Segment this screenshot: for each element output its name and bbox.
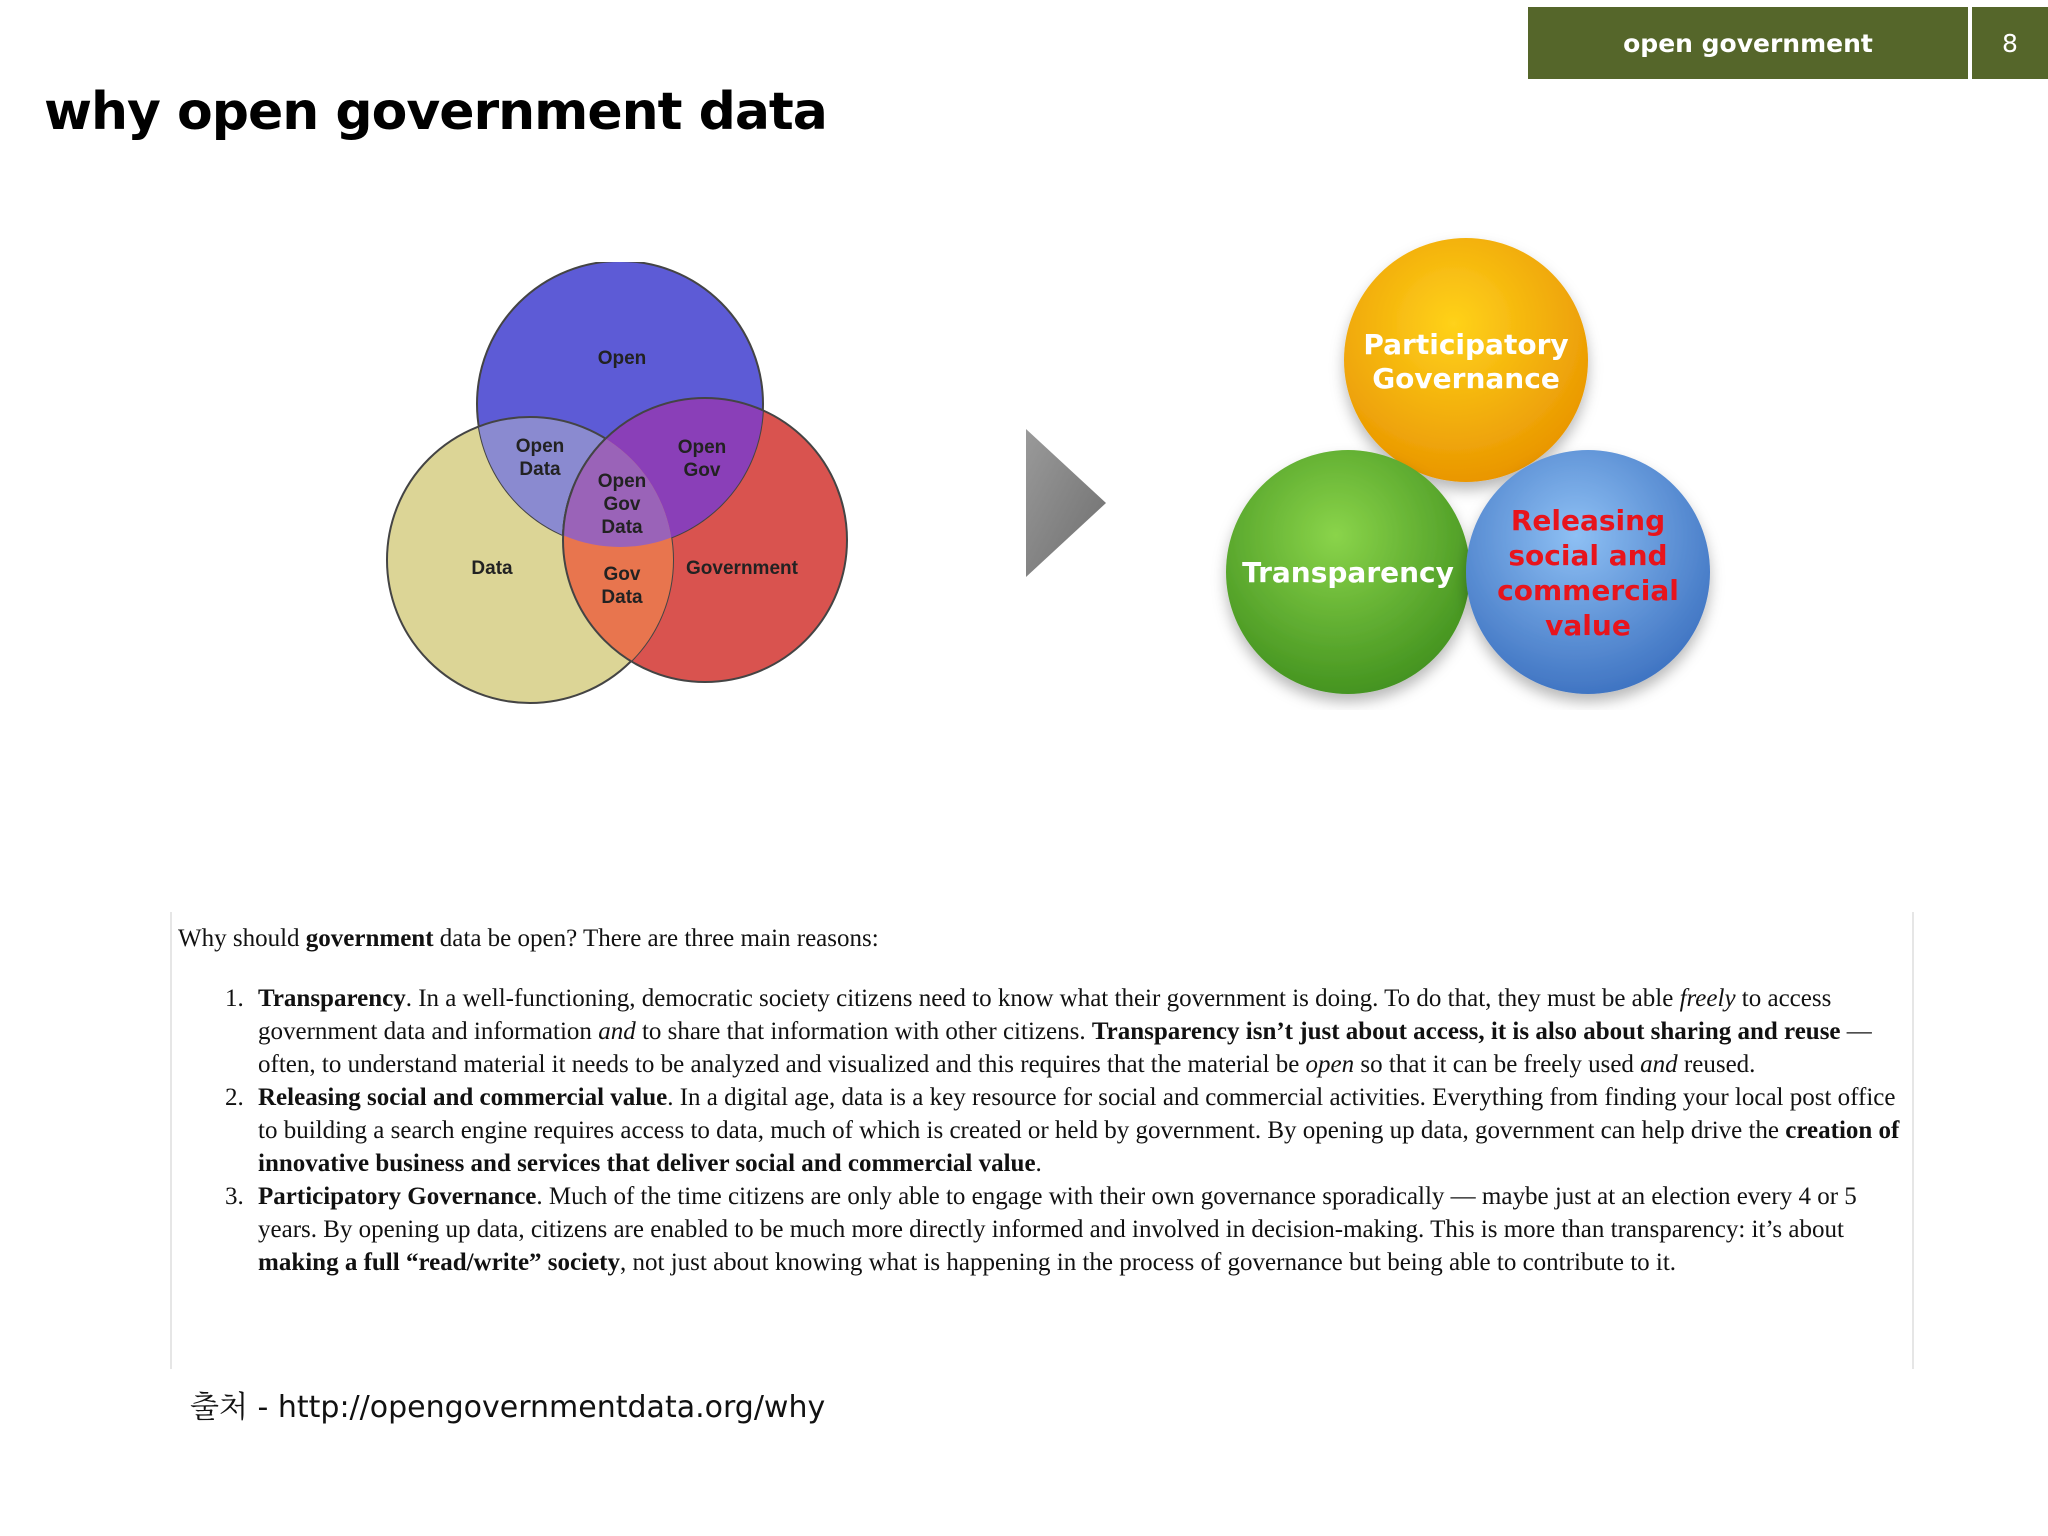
section-label-text: open government — [1623, 28, 1873, 58]
venn-label-open-gov-data-3: Data — [601, 517, 643, 538]
intro-paragraph: Why should government data be open? There are three main reasons: — [178, 925, 879, 952]
label-participatory-1: Participatory — [1363, 328, 1569, 361]
venn-diagram — [370, 262, 890, 722]
label-transparency: Transparency — [1242, 556, 1454, 589]
list-item-transparency: 1. Transparency. In a well-functioning, democratic society citizens need to know what their government is doing. To do that, they must be able freely to access government data and information and to share that information with other citizens. Transparency isn’t just about access, it is also about sharing and reuse — often, to understand material it needs to be analyzed and visualized and this requires that the material be open so that it can be freely used and reused. — [250, 982, 1910, 1081]
list-item-participatory-governance: 3. Participatory Governance. Much of the time citizens are only able to engage with their own governance sporadically — maybe just at an election every 4 or 5 years. By opening up data, citizens are enabled to be much more directly informed and involved in decision-making. This is more than transparency: it’s about making a full “read/write” society, not just about knowing what is happening in the process of governance but being able to contribute to it. — [250, 1180, 1910, 1279]
page-number-text: 8 — [2002, 28, 2018, 58]
venn-label-open-data-2: Data — [519, 459, 561, 480]
source-citation: 출처 - http://opengovernmentdata.org/why — [190, 1390, 826, 1425]
venn-label-open-data-1: Open — [515, 436, 565, 457]
label-releasing-3: commercial — [1497, 574, 1679, 607]
label-participatory-2: Governance — [1372, 362, 1560, 395]
page-number — [1972, 7, 2048, 79]
section-label — [1528, 7, 1968, 79]
venn-label-open-gov-data-1: Open — [597, 471, 647, 492]
label-releasing-1: Releasing — [1510, 504, 1666, 537]
venn-label-gov-data-1: Gov — [603, 564, 641, 585]
arrow-right-icon — [1020, 425, 1110, 585]
releasing-value-circle — [1466, 450, 1710, 694]
venn-label-government: Government — [686, 558, 798, 579]
venn-label-data: Data — [471, 558, 513, 579]
list-item-releasing-value: 2. Releasing social and commercial value. In a digital age, data is a key resource for social and commercial activities. Everything from finding your local post office to building a search engine requires access to data, much of which is created or held by government. By opening up data, government can help drive the creation of innovative business and services that deliver social and commercial value. — [250, 1081, 1910, 1180]
venn-label-open: Open — [597, 348, 647, 369]
reasons-list — [178, 982, 1910, 1279]
label-releasing-4: value — [1545, 609, 1631, 642]
venn-label-gov-data-2: Data — [601, 587, 643, 608]
open-data-benefits-diagram — [1210, 230, 1730, 710]
slide-title: why open government data — [44, 82, 827, 142]
label-releasing-2: social and — [1508, 539, 1668, 572]
venn-label-open-gov-2: Gov — [683, 460, 721, 481]
venn-label-open-gov-data-2: Gov — [603, 494, 641, 515]
reasons-excerpt — [170, 912, 1914, 1369]
venn-label-open-gov-1: Open — [677, 437, 727, 458]
